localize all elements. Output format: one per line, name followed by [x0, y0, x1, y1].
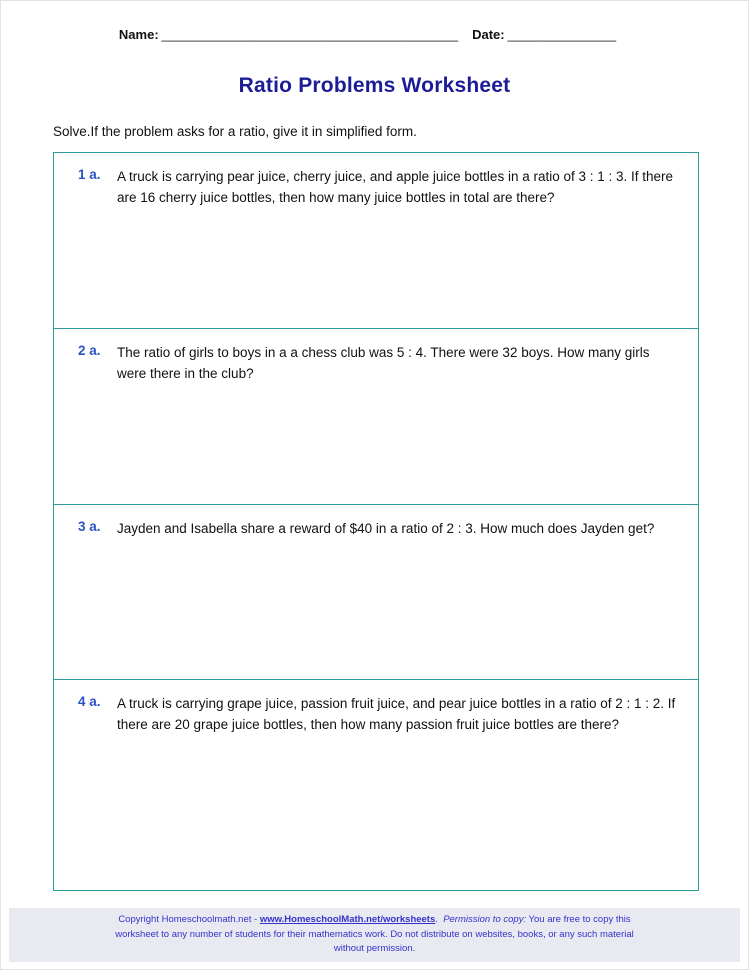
instructions-text: Solve.If the problem asks for a ratio, give it in simplified form.	[53, 124, 417, 139]
problem-number-4: 4 a.	[78, 694, 101, 709]
date-blank-line[interactable]: _______________	[507, 27, 617, 42]
permission-label: Permission to copy:	[443, 914, 527, 926]
problem-text-1: A truck is carrying pear juice, cherry juice, and apple juice bottles in a ratio of 3 : 1 : 3. If there are 16 cherry juice bottles, then how many juice bottles in total are there?	[117, 169, 674, 205]
permission-text: You are free to copy this worksheet to any number of students for their mathematics work. Do not distribute on websites, books, or any such material without permission.	[115, 914, 634, 954]
problem-row-1	[54, 153, 698, 328]
problem-text-3: Jayden and Isabella share a reward of $40 in a ratio of 2 : 3. How much does Jayden get?	[117, 521, 655, 536]
problem-row-2	[54, 328, 698, 504]
name-blank-line[interactable]: _________________________________________	[161, 27, 459, 42]
name-date-row	[1, 1, 748, 42]
footer-separator: .	[435, 914, 444, 926]
footer	[9, 908, 740, 962]
copyright-text: Copyright Homeschoolmath.net -	[118, 914, 260, 926]
problem-number-2: 2 a.	[78, 343, 101, 358]
problem-number-3: 3 a.	[78, 519, 101, 534]
problem-number-1: 1 a.	[78, 167, 101, 182]
problem-text-4: A truck is carrying grape juice, passion fruit juice, and pear juice bottles in a ratio of 2 : 1 : 2. If there are 20 grape juice bottles, then how many passion fruit juice bottles are there?	[117, 696, 676, 732]
problem-text-2: The ratio of girls to boys in a a chess club was 5 : 4. There were 32 boys. How many girls were there in the club?	[117, 345, 650, 381]
page-title: Ratio Problems Worksheet	[238, 74, 511, 97]
name-label: Name:	[118, 27, 159, 42]
date-label: Date:	[472, 27, 505, 42]
problems-container	[53, 152, 699, 891]
problem-row-4	[54, 679, 698, 890]
problem-row-3	[54, 504, 698, 679]
worksheets-link[interactable]: www.HomeschoolMath.net/worksheets	[259, 914, 436, 926]
